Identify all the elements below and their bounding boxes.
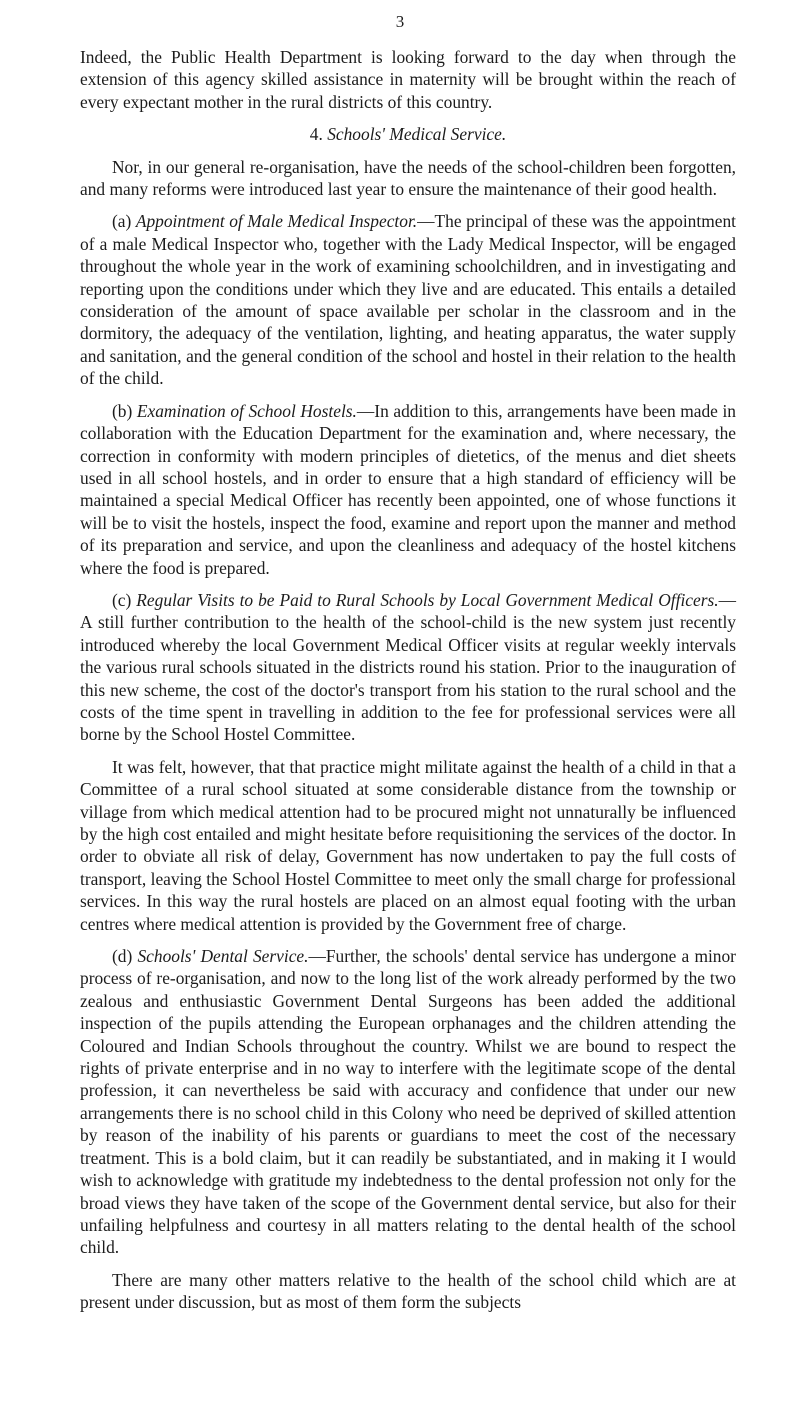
- page-content: [80, 46, 736, 1314]
- subsection-d-paragraph: [80, 945, 736, 1259]
- subsection-a-title: Appointment of Male Medical Inspector.: [135, 211, 418, 232]
- intro-paragraph: Indeed, the Public Health Department is looking forward to the day when through the extension of this agency skilled assistance in maternity will be brought within the reach of every expectant mother in the rural districts of this country.: [80, 47, 736, 112]
- page-number: 3: [395, 12, 405, 31]
- subsection-c-paragraph: [80, 589, 736, 746]
- subsection-b-title: Examination of School Hostels.: [136, 400, 357, 421]
- section-number: 4.: [309, 124, 323, 145]
- section-heading: [80, 123, 736, 145]
- subsection-d-label: (d): [112, 946, 133, 967]
- subsection-b-paragraph: [80, 400, 736, 579]
- subsection-c-title: Regular Visits to be Paid to Rural Schools by Local Government Medical Officers.: [136, 589, 719, 610]
- subsection-b-text: —In addition to this, arrangements have been made in collaboration with the Education Department for the examination and, where necessary, the correction in conformity with modern principles of dietetics, of the menus and diet sheets used in all school hostels, and in order to ensure that a high standard of efficiency will be maintained a special Medical Officer has recently been appointed, one of whose functions it will be to visit the hostels, inspect the food, examine and report upon the manner and method of its preparation and service, and upon the cleanliness and adequacy of the hostel kitchens where the food is prepared.: [80, 400, 737, 578]
- subsection-a-text: —The principal of these was the appointment of a male Medical Inspector who, together with the Lady Medical Inspector, will be engaged throughout the whole year in the work of examining schoolchildren, and in investigating and reporting upon the conditions under which they live and are educated. This entails a detailed consideration of the amount of space available per scholar in the classroom and in the dormitory, the adequacy of the ventilation, lighting, and heating apparatus, the water supply and sanitation, and the general condition of the school and hostel in their relation to the health of the child.: [80, 211, 736, 389]
- subsection-b-label: (b): [112, 400, 133, 421]
- subsection-a-label: (a): [112, 211, 132, 232]
- closing-paragraph: There are many other matters relative to the health of the school child which are at present under discussion, but as most of them form the subjects: [80, 1269, 736, 1313]
- section-intro-paragraph: Nor, in our general re-organisation, have the needs of the school-children been forgotten, and many reforms were introduced last year to ensure the maintenance of their good health.: [80, 156, 736, 200]
- subsection-d-text: —Further, the schools' dental service has undergone a minor process of re-organisation, and now to the long list of the work already performed by the two zealous and enthusiastic Government Dental Surgeons has been added the additional inspection of the pupils attending the European orphanages and the children attending the Coloured and Indian Schools throughout the country. Whilst we are bound to respect the rights of private enterprise and in no way to interfere with the legitimate scope of the dental profession, it can nevertheless be said with accuracy and confidence that under our new arrangements there is no school child in this Colony who need be deprived of skilled attention by reason of the inability of his parents or guardians to meet the cost of the necessary treatment. This is a bold claim, but it can readily be substantiated, and in making it I would wish to acknowledge with gratitude my indebtedness to the dental profession not only for the broad views they have taken of the scope of the Government dental service, but also for their unfailing helpfulness and courtesy in all matters relating to the dental health of the school child.: [80, 946, 736, 1258]
- subsection-c-continuation-paragraph: It was felt, however, that that practice might militate against the health of a child in that a Committee of a rural school situated at some considerable distance from the township or village from which medical attention had to be procured might not unnaturally be influenced by the high cost entailed and might hesitate before requisitioning the services of the doctor. In order to obviate all risk of delay, Government has now undertaken to pay the full costs of transport, leaving the School Hostel Committee to meet only the small charge for professional services. In this way the rural hostels are placed on an almost equal footing with the urban centres where medical attention is provided by the Government free of charge.: [80, 756, 736, 934]
- section-title: Schools' Medical Service.: [327, 124, 507, 145]
- subsection-d-title: Schools' Dental Service.: [137, 946, 309, 967]
- subsection-c-text: —A still further contribution to the health of the school-child is the new system just recently introduced whereby the local Government Medical Officer visits at regular weekly intervals the various rural schools situated in the districts round his station. Prior to the inauguration of this new scheme, the cost of the doctor's transport from his station to the rural school and the costs of the time spent in travelling in addition to the fee for professional services were all borne by the School Hostel Committee.: [80, 589, 736, 745]
- subsection-a-paragraph: [80, 210, 736, 389]
- subsection-c-label: (c): [112, 589, 132, 610]
